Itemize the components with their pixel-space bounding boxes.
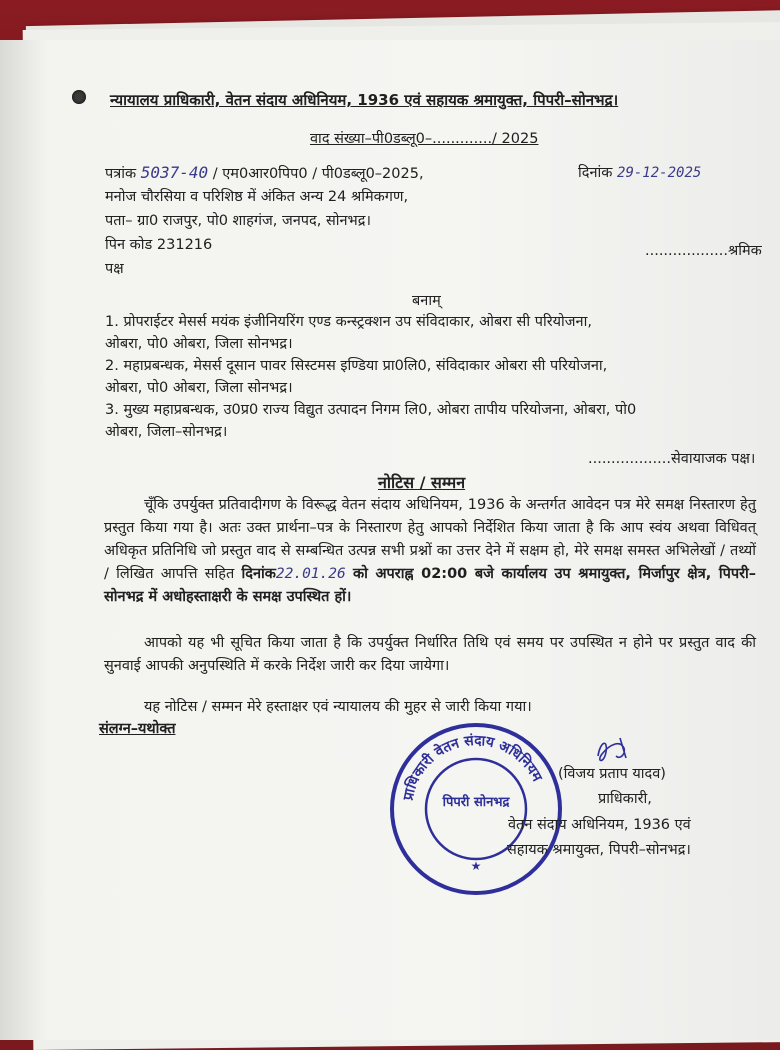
seal-outer-text: प्राधिकारी वेतन संदाय अधिनियम	[400, 732, 545, 802]
applicant-name: मनोज चौरसिया व परिशिष्ठ में अंकित अन्य 24 श्रमिकगण,	[105, 189, 409, 205]
worker-label: ..................श्रमिक	[645, 243, 762, 259]
official-seal	[387, 720, 565, 898]
party-label: पक्ष	[105, 261, 124, 277]
pin-code: पिन कोड 231216	[105, 237, 213, 253]
applicant-address: पता– ग्रा0 राजपुर, पो0 शाहगंज, जनपद, सोनभद्र।	[105, 213, 371, 229]
letter-reference: / एम0आर0पिप0 / पी0डब्लू0–2025,	[212, 166, 424, 182]
notice-paragraph-3: यह नोटिस / सम्मन मेरे हस्ताक्षर एवं न्यायालय की मुहर से जारी किया गया।	[144, 699, 532, 715]
signatory-act: वेतन संदाय अधिनियम, 1936 एवं	[508, 817, 691, 833]
signatory-name: (विजय प्रताप यादव)	[558, 766, 666, 782]
respondent-line: ओबरा, पो0 ओबरा, जिला सोनभद्र।	[105, 380, 293, 396]
signatory-title: प्राधिकारी,	[598, 791, 652, 807]
respondent-line: 1. प्रोपराईटर मेसर्स मयंक इंजीनियरिंग एण्ड कन्स्ट्रक्शन उप संविदाकार, ओबरा सी परियोजना,	[105, 314, 592, 330]
respondent-line: 2. महाप्रबन्धक, मेसर्स दूसान पावर सिस्टमस इण्डिया प्रा0लि0, संविदाकार ओबरा सी परियोजना,	[105, 358, 608, 374]
court-heading: न्यायालय प्राधिकारी, वेतन संदाय अधिनियम, 1936 एवं सहायक श्रमायुक्त, पिपरी–सोनभद्र।	[110, 91, 619, 109]
seal-inner-text: पिपरी सोनभद्र	[442, 795, 510, 810]
respondent-line: 3. मुख्य महाप्रबन्धक, उ0प्र0 राज्य विद्युत उत्पादन निगम लि0, ओबरा तापीय परियोजना, ओबरा, पो0	[105, 402, 637, 418]
svg-text:★: ★	[470, 859, 482, 873]
case-number: वाद संख्या–पी0डब्लू0–............./ 2025	[310, 131, 539, 147]
employer-label: ..................सेवायाजक पक्ष।	[588, 451, 756, 467]
letter-prefix: पत्रांक	[105, 166, 137, 182]
enclosure-label: संलग्न–यथोक्त	[99, 721, 176, 737]
punch-hole-icon	[72, 90, 86, 104]
paragraph-1-text: चूँकि उपर्युक्त प्रतिवादीगण के विरूद्ध वेतन संदाय अधिनियम, 1936 के अन्तर्गत आवेदन पत्र मेरे समक्ष निस्तारण हेतु प्रस्तुत किया गया है। अतः उक्त प्रार्थना–पत्र के निस्तारण हेतु आपको निर्देशित किया जाता है कि आप स्वंय अथवा विधिवत् अधिकृत प्रतिनिधि जो प्रस्तुत वाद से सम्बन्धित उत्पन्न सभी प्रश्नों का उत्तर देने में सक्षम हो, मेरे समक्ष समस्त अभिलेखों / तथ्यों / लिखित आपत्ति सहित	[104, 497, 756, 582]
notice-title: नोटिस / सम्मन	[378, 473, 466, 492]
appearance-date-handwritten: 22.01.26	[275, 566, 346, 582]
appearance-instruction: को अपराह्न 02:00 बजे कार्यालय उप श्रमायुक्त, मिर्जापुर क्षेत्र, पिपरी–सोनभद्र में अधोहस्ताक्षरी के समक्ष उपस्थित हों।	[104, 566, 757, 605]
letter-line	[105, 164, 424, 183]
respondent-line: ओबरा, पो0 ओबरा, जिला सोनभद्र।	[105, 336, 293, 352]
versus-label: बनाम्	[412, 293, 441, 309]
notice-paragraph-2: आपको यह भी सूचित किया जाता है कि उपर्युक्त निर्धारित तिथि एवं समय पर उपस्थित न होने पर प्रस्तुत वाद की सुनवाई आपकी अनुपस्थिति में करके निर्देश जारी कर दिया जायेगा।	[104, 635, 756, 674]
date-handwritten: 29-12-2025	[617, 165, 702, 181]
date-line	[578, 164, 701, 182]
respondent-line: ओबरा, जिला–सोनभद्र।	[105, 424, 228, 440]
date-label: दिनांक	[578, 165, 613, 181]
letter-number-handwritten: 5037-40	[140, 163, 209, 182]
notice-document	[0, 40, 780, 1040]
notice-paragraph-1	[104, 494, 756, 609]
signatory-designation: सहायक श्रमायुक्त, पिपरी–सोनभद्र।	[507, 842, 691, 858]
appearance-date-label: दिनांक	[241, 566, 276, 582]
